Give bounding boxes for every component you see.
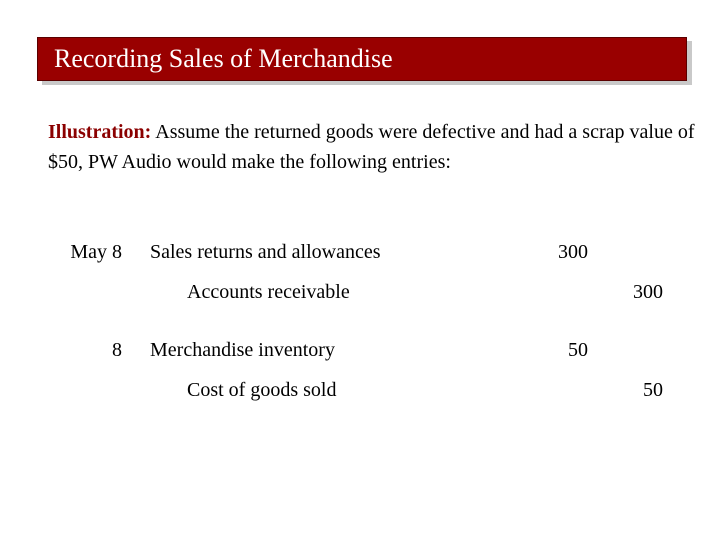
entry-date: 8 xyxy=(112,339,122,361)
illustration-label: Illustration: xyxy=(48,121,152,143)
entry-credit: 300 xyxy=(633,281,663,303)
entry-account: Accounts receivable xyxy=(187,281,350,303)
entry-debit: 300 xyxy=(558,241,588,263)
illustration-paragraph xyxy=(48,117,698,177)
entry-date: May 8 xyxy=(70,241,122,263)
entry-account: Merchandise inventory xyxy=(150,339,335,361)
entry-account: Cost of goods sold xyxy=(187,379,337,401)
entry-credit: 50 xyxy=(643,379,663,401)
title-bar xyxy=(37,37,687,81)
entry-account: Sales returns and allowances xyxy=(150,241,381,263)
illustration-text: Assume the returned goods were defective and had a scrap value of $50, PW Audio would make the following entries: xyxy=(48,121,695,173)
entry-debit: 50 xyxy=(568,339,588,361)
slide-title: Recording Sales of Merchandise xyxy=(54,44,393,73)
